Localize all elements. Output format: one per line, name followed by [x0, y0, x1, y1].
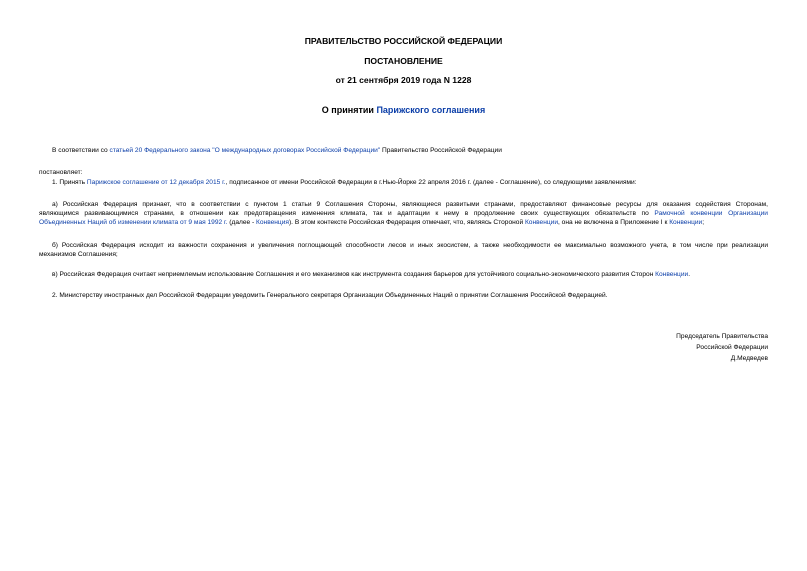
item-a-line-3-end: ; — [702, 219, 705, 226]
convention-link-1[interactable]: Конвенция — [256, 219, 289, 226]
preamble-prefix: В соответствии со — [52, 147, 110, 154]
date-number-heading: от 21 сентября 2019 года N 1228 — [335, 75, 472, 85]
item-2: 2. Министерству иностранных дел Российской Федерации уведомить Генерального секретаря Организации Объединенных Наций о принятии Соглашения Российской Федерацией. — [52, 292, 608, 299]
title-prefix: О принятии — [321, 105, 377, 115]
item-a-line-2-text: являющимся развивающимися странами, в отношении как предотвращения изменения климата, так и адаптации к нему в продолжение своих существующих обязательств по — [39, 210, 655, 217]
convention-link-2[interactable]: Конвенции — [524, 219, 558, 226]
document-title — [0, 104, 807, 116]
item-a-line-3-text-3: , она не включена в Приложение I к — [558, 219, 670, 226]
signature-position: Председатель Правительства — [676, 333, 768, 340]
signature-country: Российской Федерации — [696, 344, 768, 351]
preamble — [52, 146, 502, 155]
item-a-line-2 — [39, 209, 768, 218]
title-link[interactable]: Парижского соглашения — [376, 105, 486, 115]
item-a-line-3 — [39, 218, 704, 227]
convention-link-4[interactable]: Конвенции — [655, 271, 689, 278]
government-heading: ПРАВИТЕЛЬСТВО РОССИЙСКОЙ ФЕДЕРАЦИИ — [304, 36, 503, 46]
framework-convention-link[interactable]: Рамочной конвенции Организации — [654, 210, 768, 217]
item-a-line-1: а) Российская Федерация признает, что в соответствии с пунктом 1 статьи 9 Соглашения Стороны, являющиеся развитыми странами, предоставляют финансовые ресурсы для оказания содействия Сторонам, — [52, 201, 768, 208]
item-b-line-2: механизмов Соглашения; — [39, 251, 118, 258]
item-1 — [52, 178, 637, 187]
item-c-text: в) Российская Федерация считает неприемлемым использование Соглашения и его механизмов как инструмента создания барьеров для устойчивого социально-экономического развития Сторон — [52, 271, 656, 278]
preamble-suffix: Правительство Российской Федерации — [380, 147, 502, 154]
item-c-end: . — [688, 271, 691, 278]
paris-agreement-link[interactable]: Парижское соглашение от 12 декабря 2015 г. — [86, 179, 226, 186]
item-a-line-3-text: (далее - — [227, 219, 257, 226]
framework-convention-link-continued[interactable]: Объединенных Наций об изменении климата от 9 мая 1992 г. — [39, 219, 228, 226]
item-b-line-1: б) Российская Федерация исходит из важности сохранения и увеличения поглощающей способности лесов и иных экосистем, а также необходимости ее максимально возможного учета, в том числе при реализации — [52, 242, 768, 249]
item-c — [52, 270, 690, 279]
decides-text: постановляет: — [39, 169, 83, 176]
preamble-law-link[interactable]: статьей 20 Федерального закона "О международных договорах Российской Федерации" — [109, 147, 381, 154]
signature-name: Д.Медведев — [730, 355, 768, 362]
convention-link-3[interactable]: Конвенции — [669, 219, 703, 226]
item-a-line-3-text-2: ). В этом контексте Российская Федерация отмечает, что, являясь Стороной — [288, 219, 525, 226]
document-type-heading: ПОСТАНОВЛЕНИЕ — [364, 56, 443, 66]
item-1-prefix: 1. Принять — [52, 179, 87, 186]
item-1-suffix: , подписанное от имени Российской Федерации в г.Нью-Йорке 22 апреля 2016 г. (далее - Соглашение), со следующими заявлениями: — [225, 179, 637, 186]
